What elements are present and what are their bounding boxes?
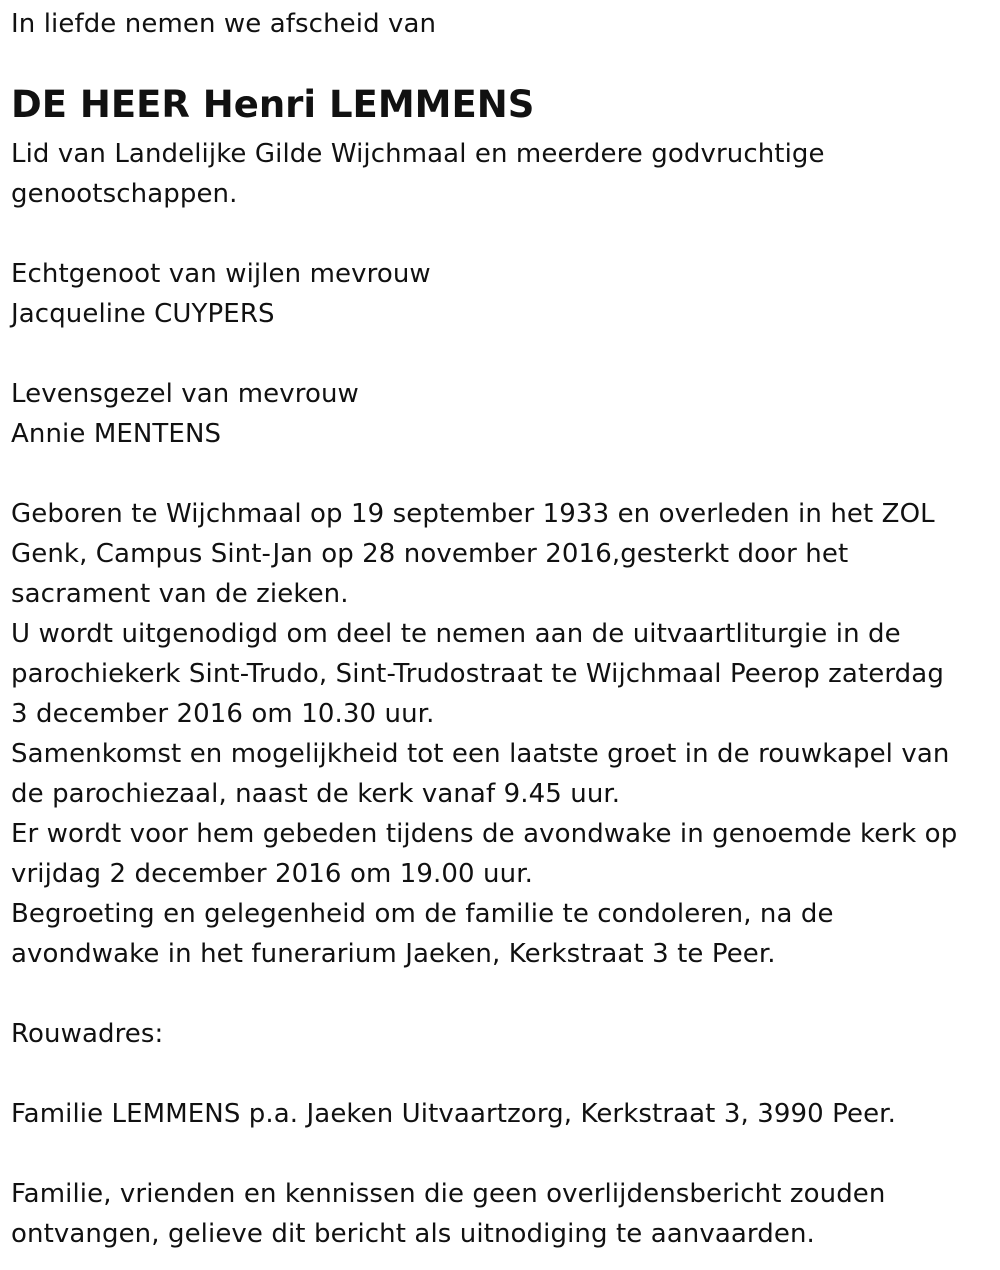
details-line: 3 december 2016 om 10.30 uur.: [11, 699, 435, 729]
details-line: avondwake in het funerarium Jaeken, Kerkstraat 3 te Peer.: [11, 939, 776, 969]
deceased-name: DE HEER Henri LEMMENS: [11, 83, 535, 126]
spouse-name: Jacqueline CUYPERS: [11, 299, 275, 329]
details-line: Begroeting en gelegenheid om de familie te condoleren, na de: [11, 899, 834, 929]
address-label: Rouwadres:: [11, 1019, 164, 1049]
closing-line-1: Familie, vrienden en kennissen die geen overlijdensbericht zouden: [11, 1179, 886, 1209]
details-line: de parochiezaal, naast de kerk vanaf 9.45 uur.: [11, 779, 621, 809]
address-text: Familie LEMMENS p.a. Jaeken Uitvaartzorg, Kerkstraat 3, 3990 Peer.: [11, 1099, 896, 1129]
intro-text: In liefde nemen we afscheid van: [11, 9, 437, 39]
details-line: Genk, Campus Sint-Jan op 28 november 2016,gesterkt door het: [11, 539, 849, 569]
details-line: vrijdag 2 december 2016 om 19.00 uur.: [11, 859, 533, 889]
partner-name: Annie MENTENS: [11, 419, 222, 449]
membership-line-2: genootschappen.: [11, 179, 238, 209]
details-line: Er wordt voor hem gebeden tijdens de avondwake in genoemde kerk op: [11, 819, 958, 849]
membership-line-1: Lid van Landelijke Gilde Wijchmaal en meerdere godvruchtige: [11, 139, 825, 169]
closing-line-2: ontvangen, gelieve dit bericht als uitnodiging te aanvaarden.: [11, 1219, 815, 1249]
details-line: parochiekerk Sint-Trudo, Sint-Trudostraat te Wijchmaal Peerop zaterdag: [11, 659, 944, 689]
details-line: Geboren te Wijchmaal op 19 september 1933 en overleden in het ZOL: [11, 499, 935, 529]
details-line: sacrament van de zieken.: [11, 579, 349, 609]
details-line: U wordt uitgenodigd om deel te nemen aan de uitvaartliturgie in de: [11, 619, 901, 649]
partner-label: Levensgezel van mevrouw: [11, 379, 359, 409]
details-line: Samenkomst en mogelijkheid tot een laatste groet in de rouwkapel van: [11, 739, 950, 769]
spouse-label: Echtgenoot van wijlen mevrouw: [11, 259, 431, 289]
